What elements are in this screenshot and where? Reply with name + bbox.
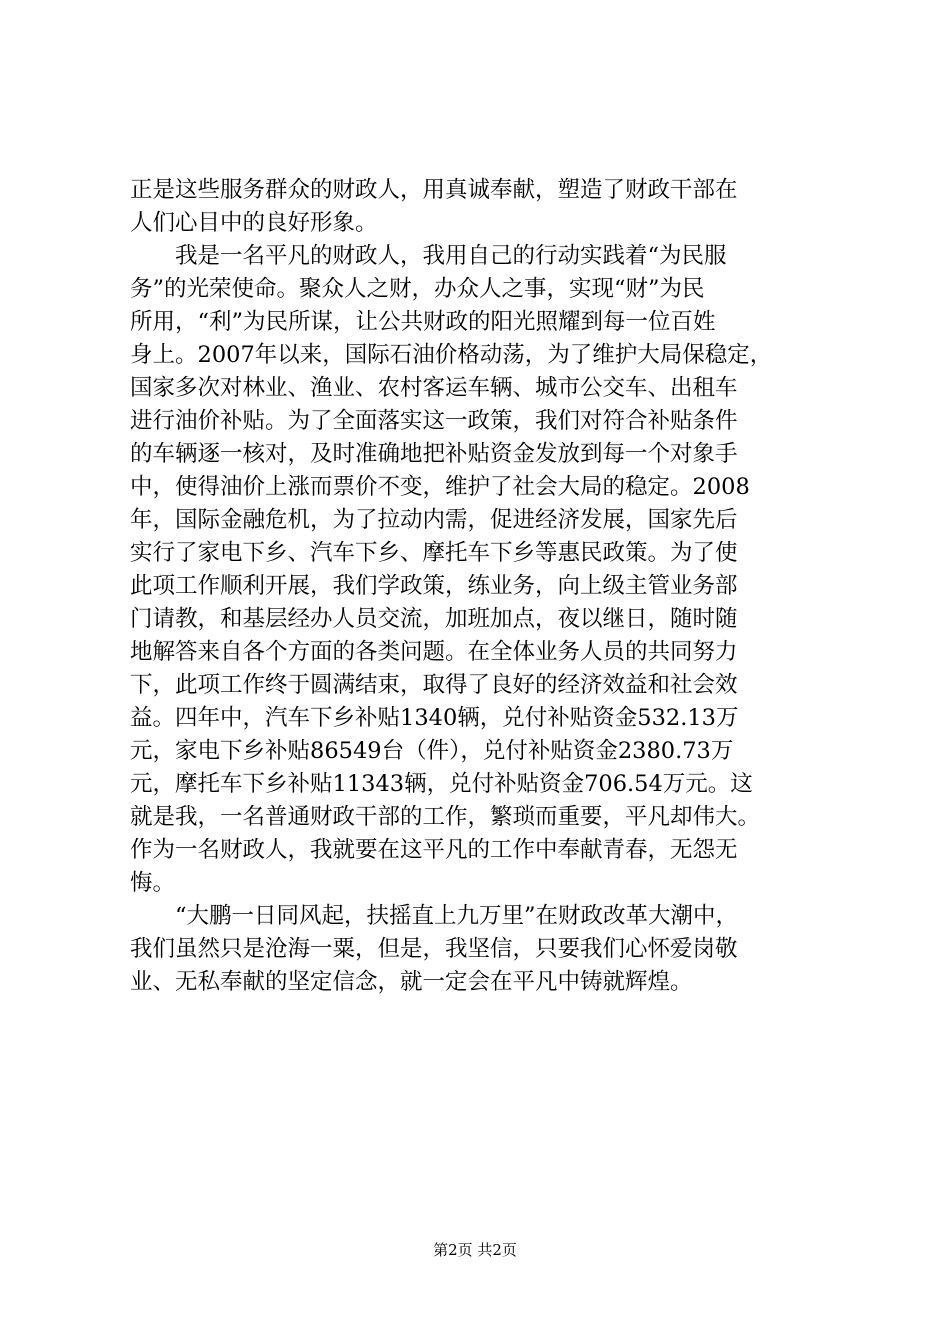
text-line: 务”的光荣使命。聚众人之财，办众人之事，实现“财”为民: [130, 276, 705, 302]
text-line: “大鹏一日同风起，扶摇直上九万里”在财政改革大潮中，: [130, 903, 739, 929]
text-line: 实行了家电下乡、汽车下乡、摩托车下乡等惠民政策。为了使: [130, 540, 738, 566]
text-line: 门请教，和基层经办人员交流，加班加点，夜以继日，随时随: [130, 606, 738, 632]
text-line: 益。四年中，汽车下乡补贴1340辆，兑付补贴资金532.13万: [130, 705, 739, 731]
text-line: 就是我，一名普通财政干部的工作，繁琐而重要，平凡却伟大。: [130, 804, 761, 830]
text-line: 中，使得油价上涨而票价不变，维护了社会大局的稳定。2008: [130, 474, 750, 500]
text-line: 作为一名财政人，我就要在这平凡的工作中奉献青春，无怨无: [130, 837, 738, 863]
text-line: 正是这些服务群众的财政人，用真诚奉献，塑造了财政干部在: [130, 177, 738, 203]
text-line: 我是一名平凡的财政人，我用自己的行动实践着“为民服: [130, 243, 727, 269]
text-line: 人们心目中的良好形象。: [130, 210, 378, 236]
text-line: 元，摩托车下乡补贴11343辆，兑付补贴资金706.54万元。这: [130, 771, 753, 797]
page-number: 第2页 共2页: [433, 1241, 517, 1259]
text-line: 国家多次对林业、渔业、农村客运车辆、城市公交车、出租车: [130, 375, 738, 401]
text-line: 悔。: [130, 870, 176, 896]
text-line: 的车辆逐一核对，及时准确地把补贴资金发放到每一个对象手: [130, 441, 738, 467]
page-footer: [0, 1240, 950, 1260]
text-line: 身上。2007年以来，国际石油价格动荡，为了维护大局保稳定，: [130, 342, 773, 368]
text-line: 我们虽然只是沧海一粟，但是，我坚信，只要我们心怀爱岗敬: [130, 936, 738, 962]
text-line: 元，家电下乡补贴86549台（件），兑付补贴资金2380.73万: [130, 738, 734, 764]
text-line: 此项工作顺利开展，我们学政策，练业务，向上级主管业务部: [130, 573, 738, 599]
text-line: 下，此项工作终于圆满结束，取得了良好的经济效益和社会效: [130, 672, 738, 698]
text-line: 年，国际金融危机，为了拉动内需，促进经济发展，国家先后: [130, 507, 738, 533]
text-line: 业、无私奉献的坚定信念，就一定会在平凡中铸就辉煌。: [130, 969, 693, 995]
text-line: 地解答来自各个方面的各类问题。在全体业务人员的共同努力: [130, 639, 738, 665]
body-text: [130, 174, 830, 999]
text-line: 所用，“利”为民所谋，让公共财政的阳光照耀到每一位百姓: [130, 309, 716, 335]
text-line: 进行油价补贴。为了全面落实这一政策，我们对符合补贴条件: [130, 408, 738, 434]
